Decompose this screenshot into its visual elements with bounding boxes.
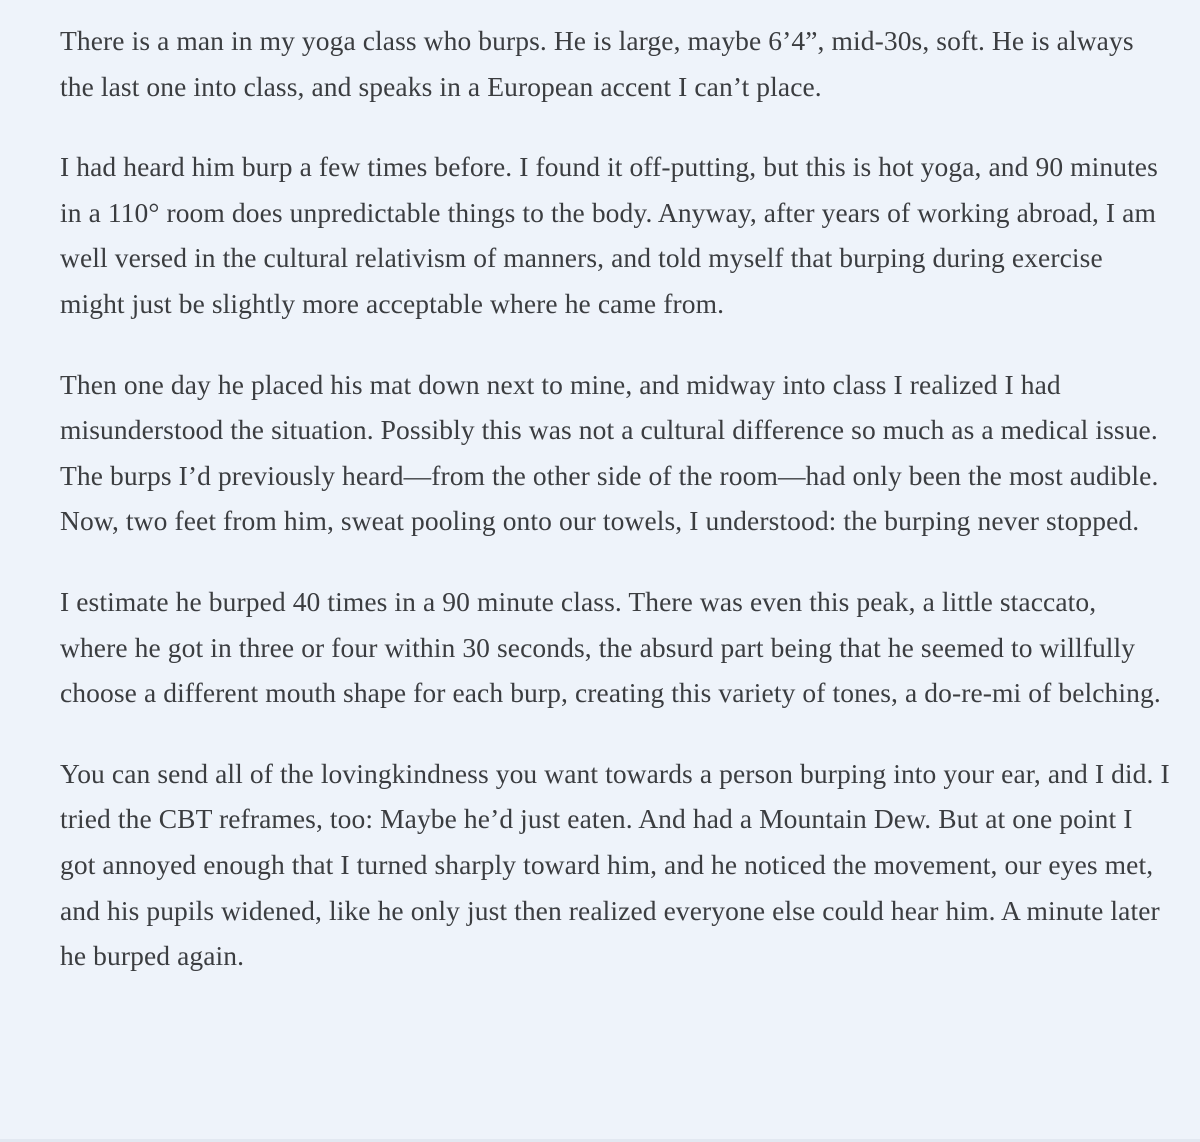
paragraph-4: I estimate he burped 40 times in a 90 minute class. There was even this peak, a little staccato, where he got in three or four within 30 seconds, the absurd part being that he seemed to willfully choose a different mouth shape for each burp, creating this variety of tones, a do-re-mi of belching. [60, 585, 1161, 709]
paragraph-1: There is a man in my yoga class who burps. He is large, maybe 6’4”, mid-30s, soft. He is always the last one into class, and speaks in a European accent I can’t place. [60, 25, 1134, 102]
article-body [60, 18, 1170, 979]
paragraph-5: You can send all of the lovingkindness you want towards a person burping into your ear, and I did. I tried the CBT reframes, too: Maybe he’d just eaten. And had a Mountain Dew. But at one point I got annoyed enough that I turned sharply toward him, and he noticed the movement, our eyes met, and his pupils widened, like he only just then realized everyone else could hear him. A minute later he burped again. [60, 757, 1170, 972]
paragraph-3: Then one day he placed his mat down next to mine, and midway into class I realized I had misunderstood the situation. Possibly this was not a cultural difference so much as a medical issue. The burps I’d previously heard—from the other side of the room—had only been the most audible. Now, two feet from him, sweat pooling onto our towels, I understood: the burping never stopped. [60, 368, 1159, 537]
paragraph-2: I had heard him burp a few times before. I found it off-putting, but this is hot yoga, and 90 minutes in a 110° room does unpredictable things to the body. Anyway, after years of working abroad, I am well versed in the cultural relativism of manners, and told myself that burping during exercise might just be slightly more acceptable where he came from. [60, 151, 1158, 319]
